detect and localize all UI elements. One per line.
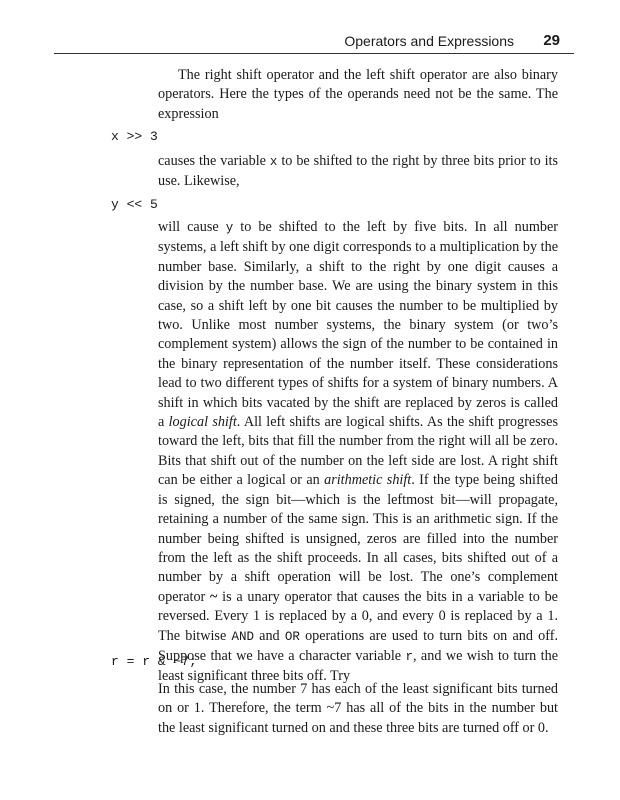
page-header <box>54 30 574 52</box>
page-number: 29 <box>543 32 560 49</box>
term-logical-shift: logical shift <box>168 414 237 431</box>
paragraph-mask-explanation: In this case, the number 7 has each of the least significant bits turned on or 1. Therefore, the term ~7 has all of the bits in the number but the least significant turned on and these three bits are turned off or 0. <box>158 681 558 736</box>
code-right-shift: x >> 3 <box>111 129 158 144</box>
paragraph-right-shift: causes the variable x to be shifted to the right by three bits prior to its use. Likewise, <box>158 153 559 190</box>
chapter-title: Operators and Expressions <box>344 33 514 49</box>
inline-code-and: AND <box>231 629 254 644</box>
term-arithmetic-shift: arithmetic shift <box>324 472 412 489</box>
header-rule <box>54 53 574 54</box>
inline-code-y: y <box>225 221 234 235</box>
inline-code-or: OR <box>284 629 300 644</box>
paragraph-shift-intro: The right shift operator and the left shift operator are also binary operators. Here the types of the operands need not be the same. The expression <box>158 67 558 122</box>
inline-code-x: x <box>269 155 278 169</box>
inline-tilde-operator: ~ <box>210 588 218 605</box>
code-left-shift: y << 5 <box>111 197 158 212</box>
paragraph-shift-explanation: will cause y to be shifted to the left by five bits. In all number systems, a left shift by one digit corresponds to a multiplication by the number base. Similarly, a shift to the right by one digit causes a division by the number base. We are using the binary system in this case, so a shift left by one bit causes the number to be multiplied by two. Unlike most number systems, the binary system (or two’s complement system) allows the sign of the number to be contained in the binary representation of the number itself. These considerations lead to two different types of shifts for a system of binary numbers. A shift in which bits vacated by the shift are replaced by zeros is called a logical shift. All left shifts are logical shifts. As the shift progresses toward the left, bits that fill the number from the right will all be zero. Bits that shift out of the number on the left side are lost. A right shift can be either a logical or an arithmetic shift. If the type being shifted is signed, the sign bit—which is the leftmost bit—will propagate, retaining a number of the same sign. This is an arithmetic sign. If the number being shifted is unsigned, zeros are filled into the number from the left as the shift proceeds. In all cases, bits shifted out of a number by a shift operation will be lost. The one’s complement operator ~ is a unary operator that causes the bits in a variable to be reversed. Every 1 is replaced by a 0, and every 0 is replaced by a 1. The bitwise AND and OR operations are used to turn bits on and off. Suppose that we have a character variable r, and we wish to turn the least significant three bits off. Try <box>158 219 559 685</box>
inline-code-r: r <box>405 649 413 664</box>
code-mask: r = r & ~7; <box>111 654 197 669</box>
